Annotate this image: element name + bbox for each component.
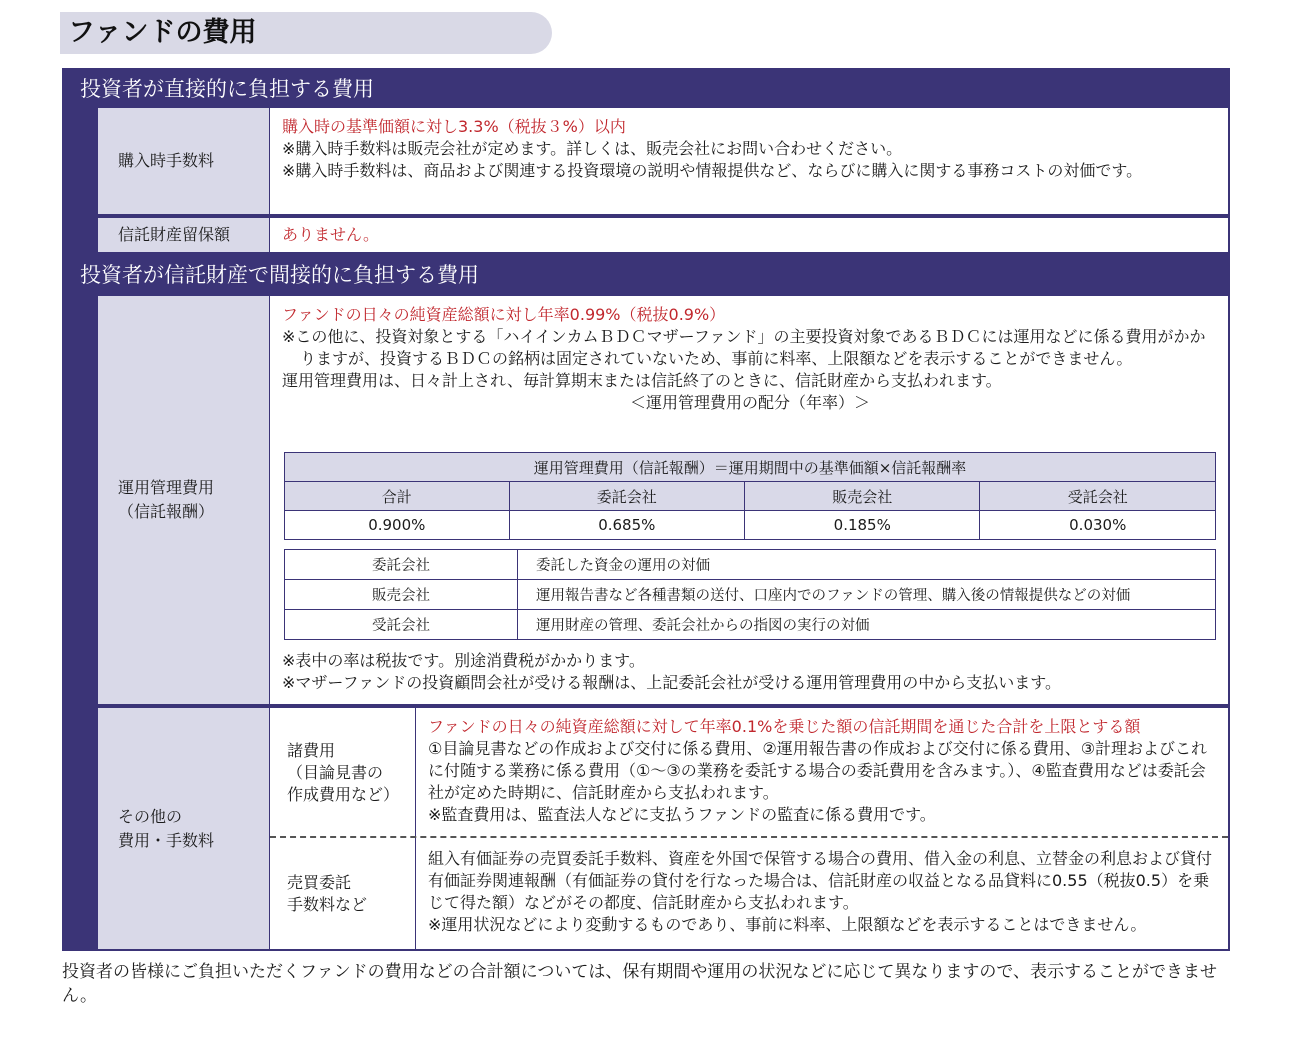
direct-cost-heading: 投資者が直接的に負担する費用 [80, 77, 374, 101]
other-fees-row [98, 708, 1228, 949]
reserve-value: ありません。 [282, 225, 379, 244]
rate-cell: 0.185% [745, 511, 980, 540]
purchase-fee-rate: 購入時の基準価額に対し3.3%（税抜３%）以内 [282, 117, 626, 136]
trading-commission-label [271, 838, 416, 949]
trading-commission-note: ※運用状況などにより変動するものであり、事前に料率、上限額などを表示することはできません。 [428, 915, 1147, 934]
role-desc-cell: 委託した資金の運用の対価 [518, 550, 1216, 580]
trading-commission-content [428, 848, 1218, 936]
misc-label-line1: 諸費用 [287, 741, 336, 760]
role-desc-cell: 運用財産の管理、委託会社からの指図の実行の対価 [518, 610, 1216, 640]
role-desc-cell: 運用報告書など各種書類の送付、口座内でのファンドの管理、購入後の情報提供などの対価 [518, 580, 1216, 610]
table-row [285, 610, 1216, 640]
management-fee-row [98, 296, 1228, 704]
rate-cell: 0.030% [980, 511, 1216, 540]
purchase-fee-note-2: ※購入時手数料は、商品および関連する投資環境の説明や情報提供など、ならびに購入に関する事務コストの対価です。 [282, 161, 1143, 180]
management-fee-note-2: 運用管理費用は、日々計上され、毎計算期末または信託終了のときに、信託財産から支払われます。 [282, 371, 1002, 390]
purchase-fee-row [98, 108, 1228, 214]
fee-table [62, 68, 1230, 951]
management-fee-note-1: ※この他に、投資対象とする「ハイインカムＢＤＣマザーファンド」の主要投資対象であるＢＤＣには運用などに係る費用がかかりますが、投資するＢＤＣの銘柄は固定されていないため、事前に料率、上限額などを表示することができません。 [282, 327, 1206, 368]
other-fees-label [98, 708, 270, 949]
party-cell: 委託会社 [285, 550, 518, 580]
misc-expenses-label [271, 708, 416, 836]
purchase-fee-note-1: ※購入時手数料は販売会社が定めます。詳しくは、販売会社にお問い合わせください。 [282, 139, 903, 158]
indirect-cost-heading: 投資者が信託財産で間接的に負担する費用 [80, 263, 479, 287]
page-title: ファンドの費用 [60, 12, 552, 54]
misc-label-line2: （目論見書の [287, 763, 384, 782]
management-fee-label-line2: （信託報酬） [118, 502, 215, 521]
table-row [285, 580, 1216, 610]
rate-cell: 0.900% [285, 511, 510, 540]
reserve-label: 信託財産留保額 [98, 218, 270, 252]
table-row [285, 550, 1216, 580]
column-header: 委託会社 [509, 482, 744, 511]
management-fee-rate: ファンドの日々の純資産総額に対し年率0.99%（税抜0.9%） [282, 305, 726, 324]
fee-formula: 運用管理費用（信託報酬）＝運用期間中の基準価額×信託報酬率 [285, 453, 1216, 482]
management-fee-note-3: ※表中の率は税抜です。別途消費税がかかります。 [282, 651, 645, 670]
trading-commission-desc: 組入有価証券の売買委託手数料、資産を外国で保管する場合の費用、借入金の利息、立替金の利息および貸付有価証券関連報酬（有価証券の貸付を行なった場合は、信託財産の収益となる品貸料に0.55（税抜0.5）を乗じて得た額）などがその都度、信託財産から支払われます。 [428, 849, 1213, 912]
misc-expenses-content [428, 716, 1218, 826]
misc-label-line3: 作成費用など） [287, 785, 400, 804]
management-fee-label [98, 296, 270, 704]
rate-cell: 0.685% [509, 511, 744, 540]
other-fees-label-line1: その他の [118, 806, 183, 826]
misc-expenses-rate: ファンドの日々の純資産総額に対して年率0.1%を乗じた額の信託期間を通じた合計を上限とする額 [428, 717, 1141, 736]
column-header: 販売会社 [745, 482, 980, 511]
party-cell: 受託会社 [285, 610, 518, 640]
footer-note: 投資者の皆様にご負担いただくファンドの費用などの合計額については、保有期間や運用の状況などに応じて異なりますので、表示することができません。 [62, 962, 1217, 1006]
reserve-row [98, 218, 1228, 252]
misc-expenses-desc: ①目論見書などの作成および交付に係る費用、②運用報告書の作成および交付に係る費用、③計理およびこれに付随する業務に係る費用（①～③の業務を委託する場合の委託費用を含みます。）、④監査費用などは委託会社が定めた時期に、信託財産から支払われます。 [428, 739, 1208, 802]
purchase-fee-label: 購入時手数料 [98, 108, 270, 214]
column-header: 合計 [285, 482, 510, 511]
trading-label-line2: 手数料など [287, 895, 368, 914]
management-fee-label-line1: 運用管理費用 [118, 478, 215, 497]
role-table [284, 549, 1216, 640]
misc-expenses-note: ※監査費用は、監査法人などに支払うファンドの監査に係る費用です。 [428, 805, 936, 824]
party-cell: 販売会社 [285, 580, 518, 610]
other-fees-label-line2: 費用・手数料 [118, 830, 215, 850]
fee-allocation-table [284, 452, 1216, 540]
breakdown-title: ＜運用管理費用の配分（年率）＞ [629, 393, 870, 412]
trading-label-line1: 売買委託 [287, 873, 352, 892]
purchase-fee-content [282, 116, 1218, 182]
management-fee-note-4: ※マザーファンドの投資顧問会社が受ける報酬は、上記委託会社が受ける運用管理費用の中から支払います。 [282, 673, 1062, 692]
column-header: 受託会社 [980, 482, 1216, 511]
